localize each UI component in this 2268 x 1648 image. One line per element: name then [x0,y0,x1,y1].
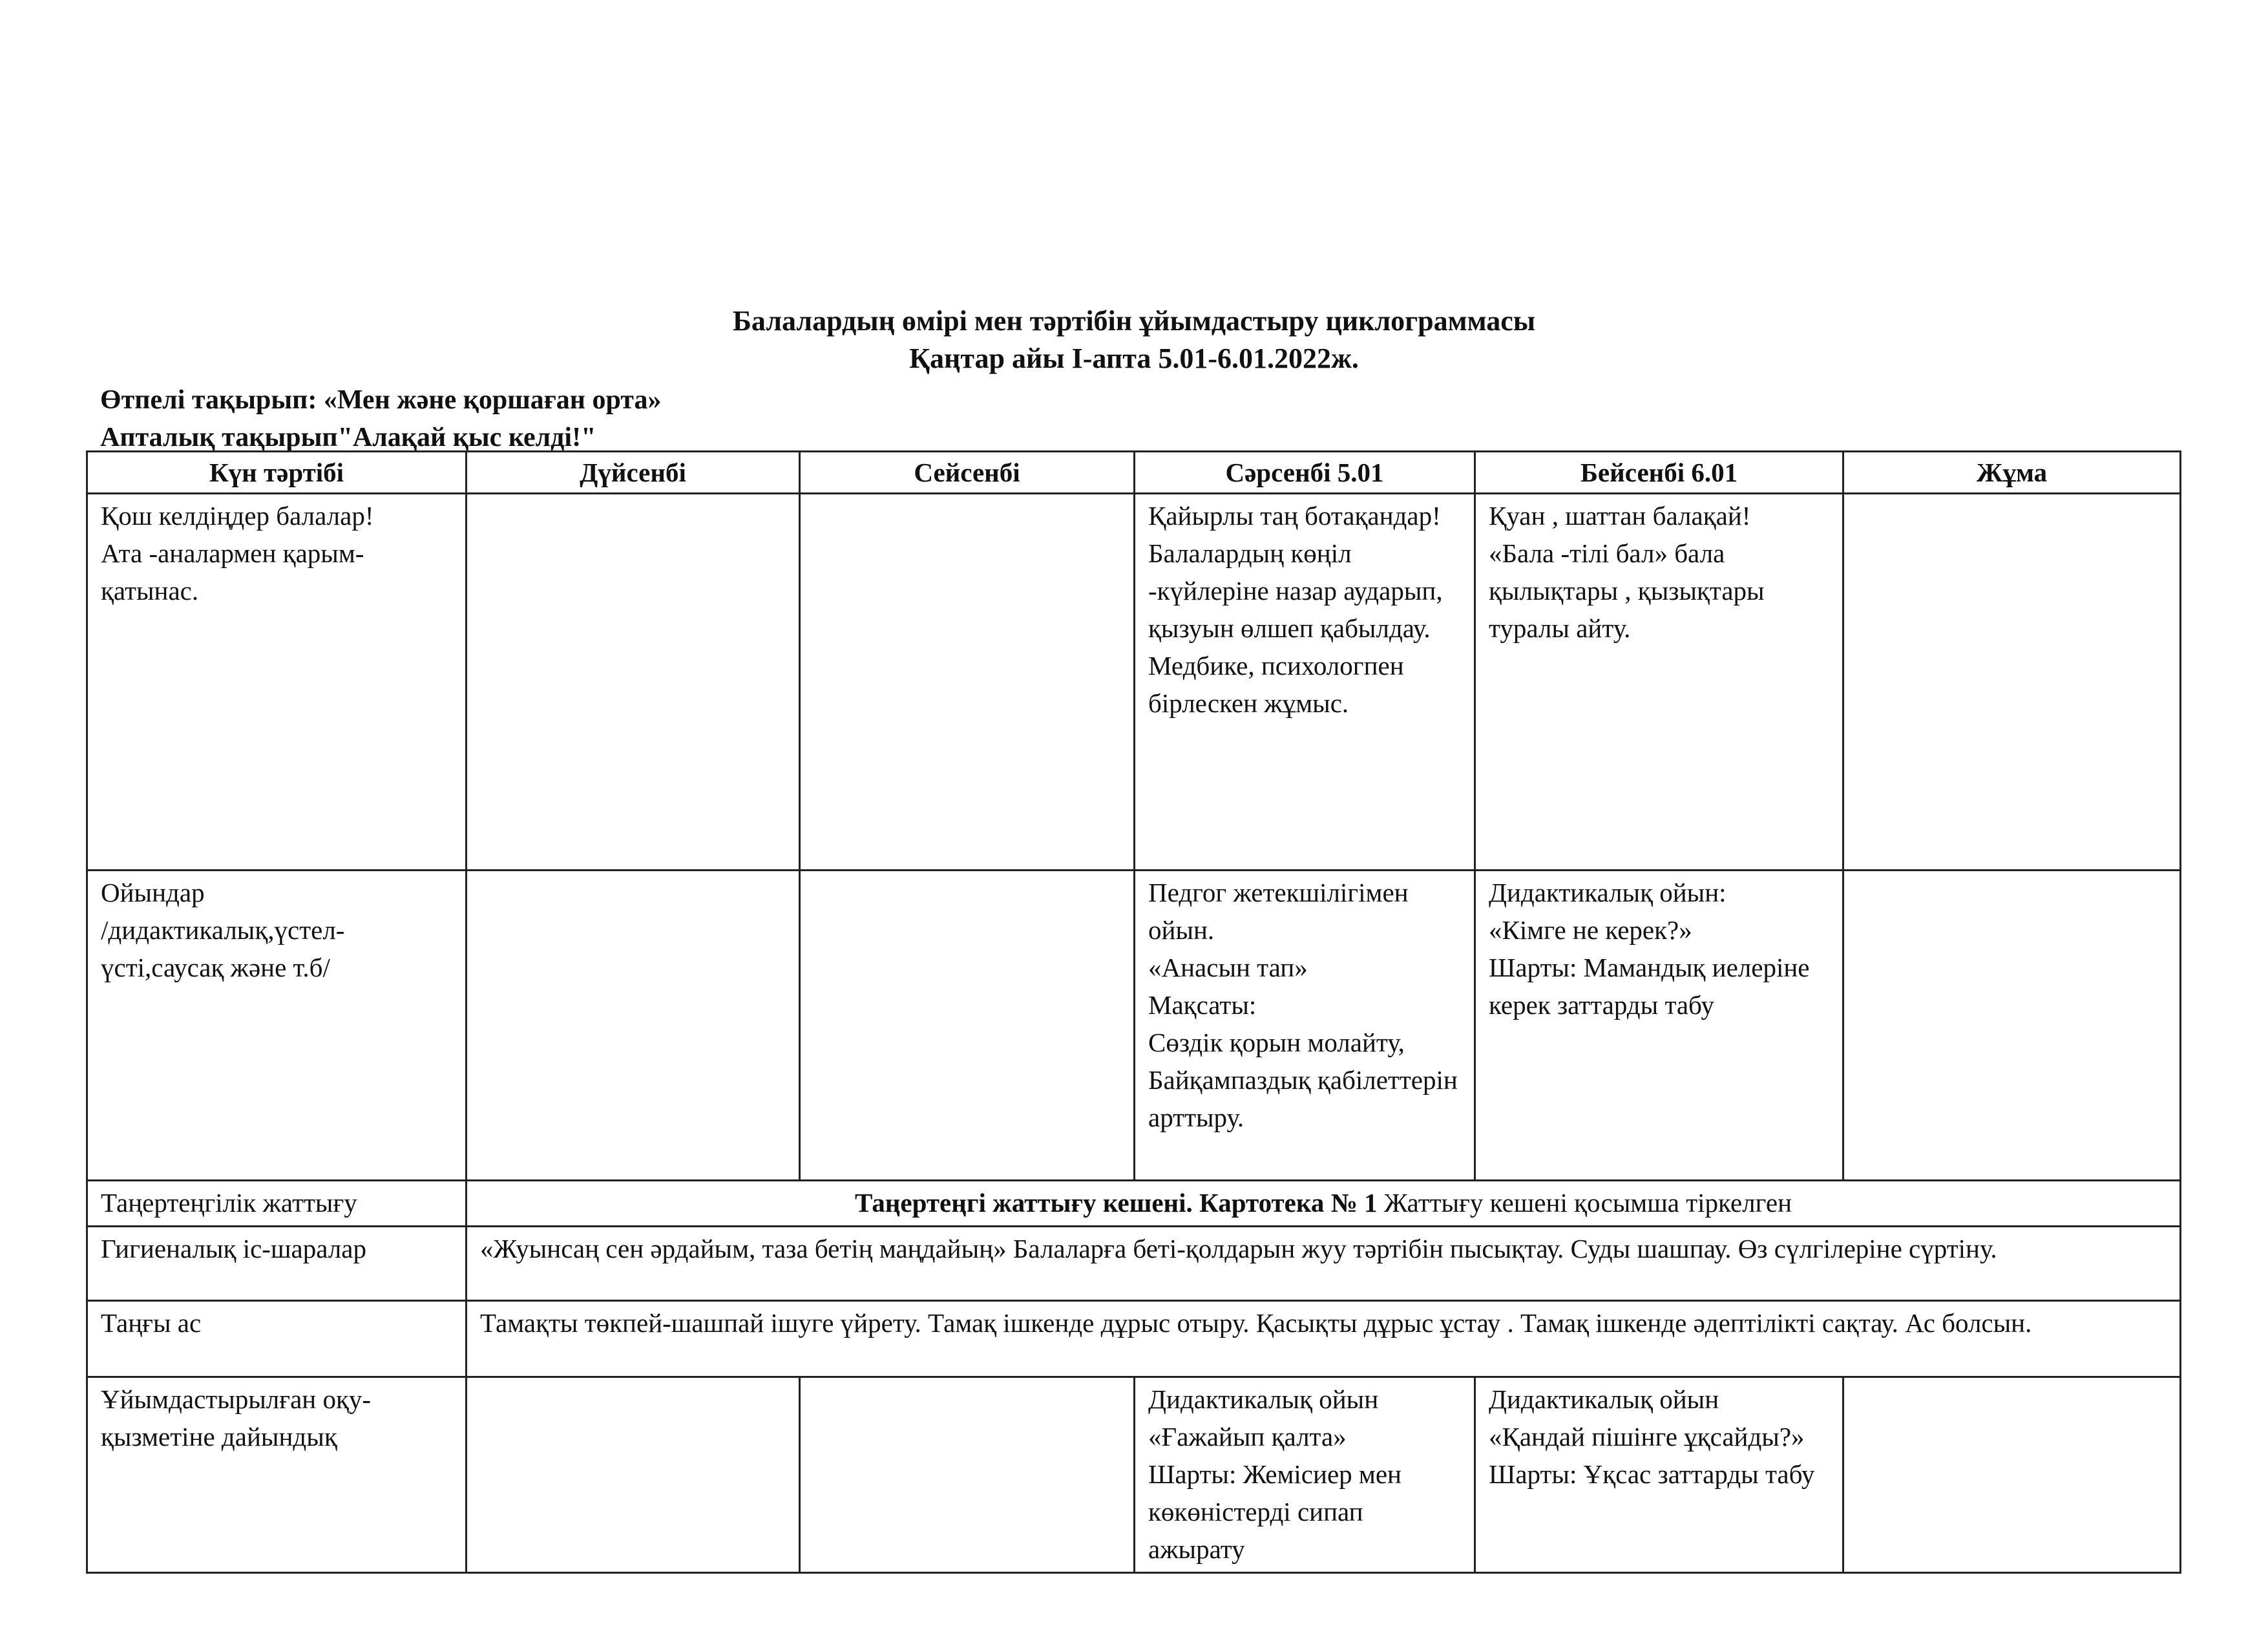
cell-greeting-tuesday [800,494,1135,871]
cell-greeting-monday [467,494,800,871]
cell-preparation-monday [467,1377,800,1573]
header-thursday: Бейсенбі 6.01 [1475,452,1843,494]
title-line-1: Балалардың өмірі мен тәртібін ұйымдастыру циклограммасы [732,305,1536,337]
weekly-theme: Апталық тақырып"Алақай қыс келді!" [100,423,596,452]
cell-breakfast-merged: Тамақты төкпей-шашпай ішуге үйрету. Тамақ ішкенде дұрыс отыру. Қасықты дұрыс ұстау . Тамақ ішкенде әдептілікті сақтау. Ас болсын. [467,1301,2181,1377]
header-daily-routine: Күн тәртібі [87,452,467,494]
row-label-breakfast: Таңғы ас [87,1301,467,1377]
cell-greeting-thursday: Қуан , шаттан балақай! «Бала -тілі бал» бала қылықтары , қызықтары туралы айту. [1475,494,1843,871]
table-header-row [87,452,2181,494]
cell-games-tuesday [800,871,1135,1181]
cell-games-friday [1843,871,2181,1181]
cell-greeting-wednesday: Қайырлы таң ботақандар! Балалардың көңіл -күйлеріне назар аударып, қызуын өлшеп қабылдау. Медбике, психологпен бірлескен жұмыс. [1135,494,1475,871]
exercise-bold-text: Таңертеңгі жаттығу кешені. Картотека № 1 [854,1188,1378,1218]
cell-games-wednesday: Педгог жетекшілігімен ойын. «Анасын тап» Мақсаты: Сөздік қорын молайту, Байқампаздық қабілеттерін арттыру. [1135,871,1475,1181]
row-label-preparation: Ұйымдастырылған оқу-қызметіне дайындық [87,1377,467,1573]
cell-preparation-wednesday: Дидактикалық ойын «Ғажайып қалта» Шарты: Жемісиер мен көкөністерді сипап ажырату [1135,1377,1475,1573]
table-row-hygiene [87,1227,2181,1301]
exercise-normal-text: Жаттығу кешені қосымша тіркелген [1377,1188,1792,1218]
document-title [0,302,2268,377]
row-label-exercise: Таңертеңгілік жаттығу [87,1181,467,1227]
header-friday: Жұма [1843,452,2181,494]
cell-games-thursday: Дидактикалық ойын: «Кімге не керек?» Шарты: Мамандық иелеріне керек заттарды табу [1475,871,1843,1181]
table-row-breakfast [87,1301,2181,1377]
table-row-games [87,871,2181,1181]
schedule-table [86,450,2181,1574]
monthly-theme: Өтпелі тақырып: «Мен және қоршаған орта» [100,385,662,415]
table-row-preparation [87,1377,2181,1573]
themes-block [100,381,661,456]
table-row-greeting [87,494,2181,871]
table-row-exercise [87,1181,2181,1227]
row-label-games: Ойындар /дидактикалық,үстел-үсті,саусақ және т.б/ [87,871,467,1181]
cell-greeting-friday [1843,494,2181,871]
title-line-2: Қаңтар айы І-апта 5.01-6.01.2022ж. [909,343,1359,374]
row-label-greeting: Қош келдіңдер балалар! Ата -аналармен қарым-қатынас. [87,494,467,871]
cell-preparation-tuesday [800,1377,1135,1573]
cell-exercise-merged [467,1181,2181,1227]
header-wednesday: Сәрсенбі 5.01 [1135,452,1475,494]
cell-games-monday [467,871,800,1181]
cell-preparation-thursday: Дидактикалық ойын «Қандай пішінге ұқсайды?» Шарты: Ұқсас заттарды табу [1475,1377,1843,1573]
cell-hygiene-merged: «Жуынсаң сен әрдайым, таза бетің маңдайың» Балаларға беті-қолдарын жуу тәртібін пысықтау. Суды шашпау. Өз сүлгілеріне сүртіну. [467,1227,2181,1301]
row-label-hygiene: Гигиеналық іс-шаралар [87,1227,467,1301]
header-monday: Дүйсенбі [467,452,800,494]
header-tuesday: Сейсенбі [800,452,1135,494]
cell-preparation-friday [1843,1377,2181,1573]
